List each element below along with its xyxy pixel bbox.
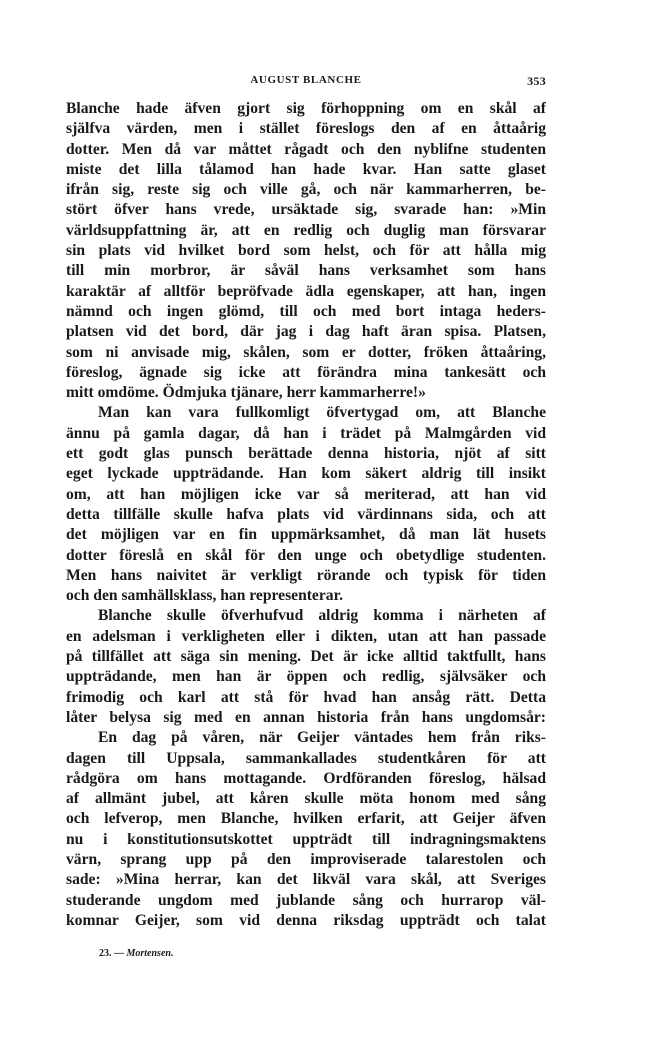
signature-author: Mortensen. (126, 948, 174, 959)
page-number: 353 (527, 74, 546, 88)
text-line: Men hans naivitet är verkligt rörande och typisk för tiden (66, 566, 546, 584)
printer-signature (99, 948, 173, 959)
text-line: och den samhällsklass, han representerar. (66, 587, 343, 605)
text-line: Blanche skulle öfverhufvud aldrig komma i närheten af (98, 607, 546, 625)
text-line: på tillfället att säga sin mening. Det är icke alltid taktfullt, hans (66, 648, 546, 666)
text-line: nämnd och ingen glömd, till och med bort intaga heders- (66, 302, 546, 320)
text-line: dagen till Uppsala, sammankallades studentkåren för att (66, 749, 546, 767)
text-line: Man kan vara fullkomligt öfvertygad om, att Blanche (98, 404, 546, 422)
text-line: frimodig och karl att stå för hvad han ansåg rätt. Detta (66, 688, 546, 706)
signature-dash: — (114, 948, 124, 959)
body-text (66, 99, 546, 931)
text-line: det möjligen var en fin uppmärksamhet, då man lät husets (66, 526, 546, 544)
running-head (66, 74, 546, 90)
text-line: mitt omdöme. Ödmjuka tjänare, herr kammarherre!» (66, 384, 426, 402)
text-line: föreslog, ägnade sig icke att förändra mina tankesätt och (66, 363, 546, 381)
text-line: rådgöra om hans mottagande. Ordföranden föreslog, hälsad (66, 769, 546, 787)
text-line: komnar Geijer, som vid denna riksdag uppträdt och talat (66, 911, 546, 929)
running-title: AUGUST BLANCHE (250, 74, 362, 86)
text-line: uppträdande, men han är öppen och redlig, självsäker och (66, 668, 546, 686)
text-line: nu i konstitutionsutskottet uppträdt till indragningsmaktens (66, 830, 546, 848)
text-line: Blanche hade äfven gjort sig förhoppning om en skål af (66, 100, 546, 117)
text-line: som ni anvisade mig, skålen, som er dotter, fröken åttaåring, (66, 343, 546, 361)
text-line: värn, sprang upp på den improviserade talarestolen och (66, 850, 546, 868)
text-line: sade: »Mina herrar, kan det likväl vara skål, att Sveriges (66, 871, 546, 889)
text-line: en adelsman i verkligheten eller i dikten, utan att han passade (66, 627, 546, 645)
text-line: låter belysa sig med en annan historia från hans ungdomsår: (66, 708, 546, 726)
text-line: studerande ungdom med jublande sång och hurrarop väl- (66, 891, 546, 909)
text-line: platsen vid det bord, där jag i dag haft äran spisa. Platsen, (66, 323, 546, 341)
text-line: om, att han möjligen icke var så meriterad, att han vid (66, 485, 546, 503)
text-line: dotter föreslå en skål för den unge och obetydlige studenten. (66, 546, 546, 564)
text-line: till min morbror, är såväl hans verksamhet som hans (66, 262, 546, 280)
text-line: själfva värden, men i stället föreslogs den af en åttaårig (66, 120, 546, 138)
text-line: miste det lilla tålamod han hade kvar. Han satte glaset (66, 160, 546, 178)
text-line: världsuppfattning är, att en redlig och duglig man försvarar (66, 221, 546, 239)
text-line: karaktär af alltför bepröfvade ädla egenskaper, att han, ingen (66, 282, 546, 300)
text-line: ifrån sig, reste sig och ville gå, och när kammarherren, be- (66, 181, 546, 199)
text-line: eget lyckade uppträdande. Han kom säkert aldrig till insikt (66, 465, 546, 483)
text-line: sin plats vid hvilket bord som helst, och för att hålla mig (66, 242, 546, 260)
text-line: af allmänt jubel, att kåren skulle möta honom med sång (66, 790, 546, 808)
text-line: ett godt glas punsch berättade denna historia, njöt af sitt (66, 445, 546, 463)
text-line: dotter. Men då var måttet rågadt och den nyblifne studenten (66, 140, 546, 158)
text-line: detta tillfälle skulle hafva plats vid värdinnans sida, och att (66, 505, 546, 523)
text-line: En dag på våren, när Geijer väntades hem från riks- (98, 729, 546, 747)
text-line: ännu på gamla dagar, då han i trädet på Malmgården vid (66, 424, 546, 442)
text-line: och lefverop, men Blanche, hvilken erfarit, att Geijer äfven (66, 810, 546, 828)
signature-number: 23. (99, 948, 112, 959)
text-line: stört öfver hans vrede, ursäktade sig, svarade han: »Min (66, 201, 546, 219)
